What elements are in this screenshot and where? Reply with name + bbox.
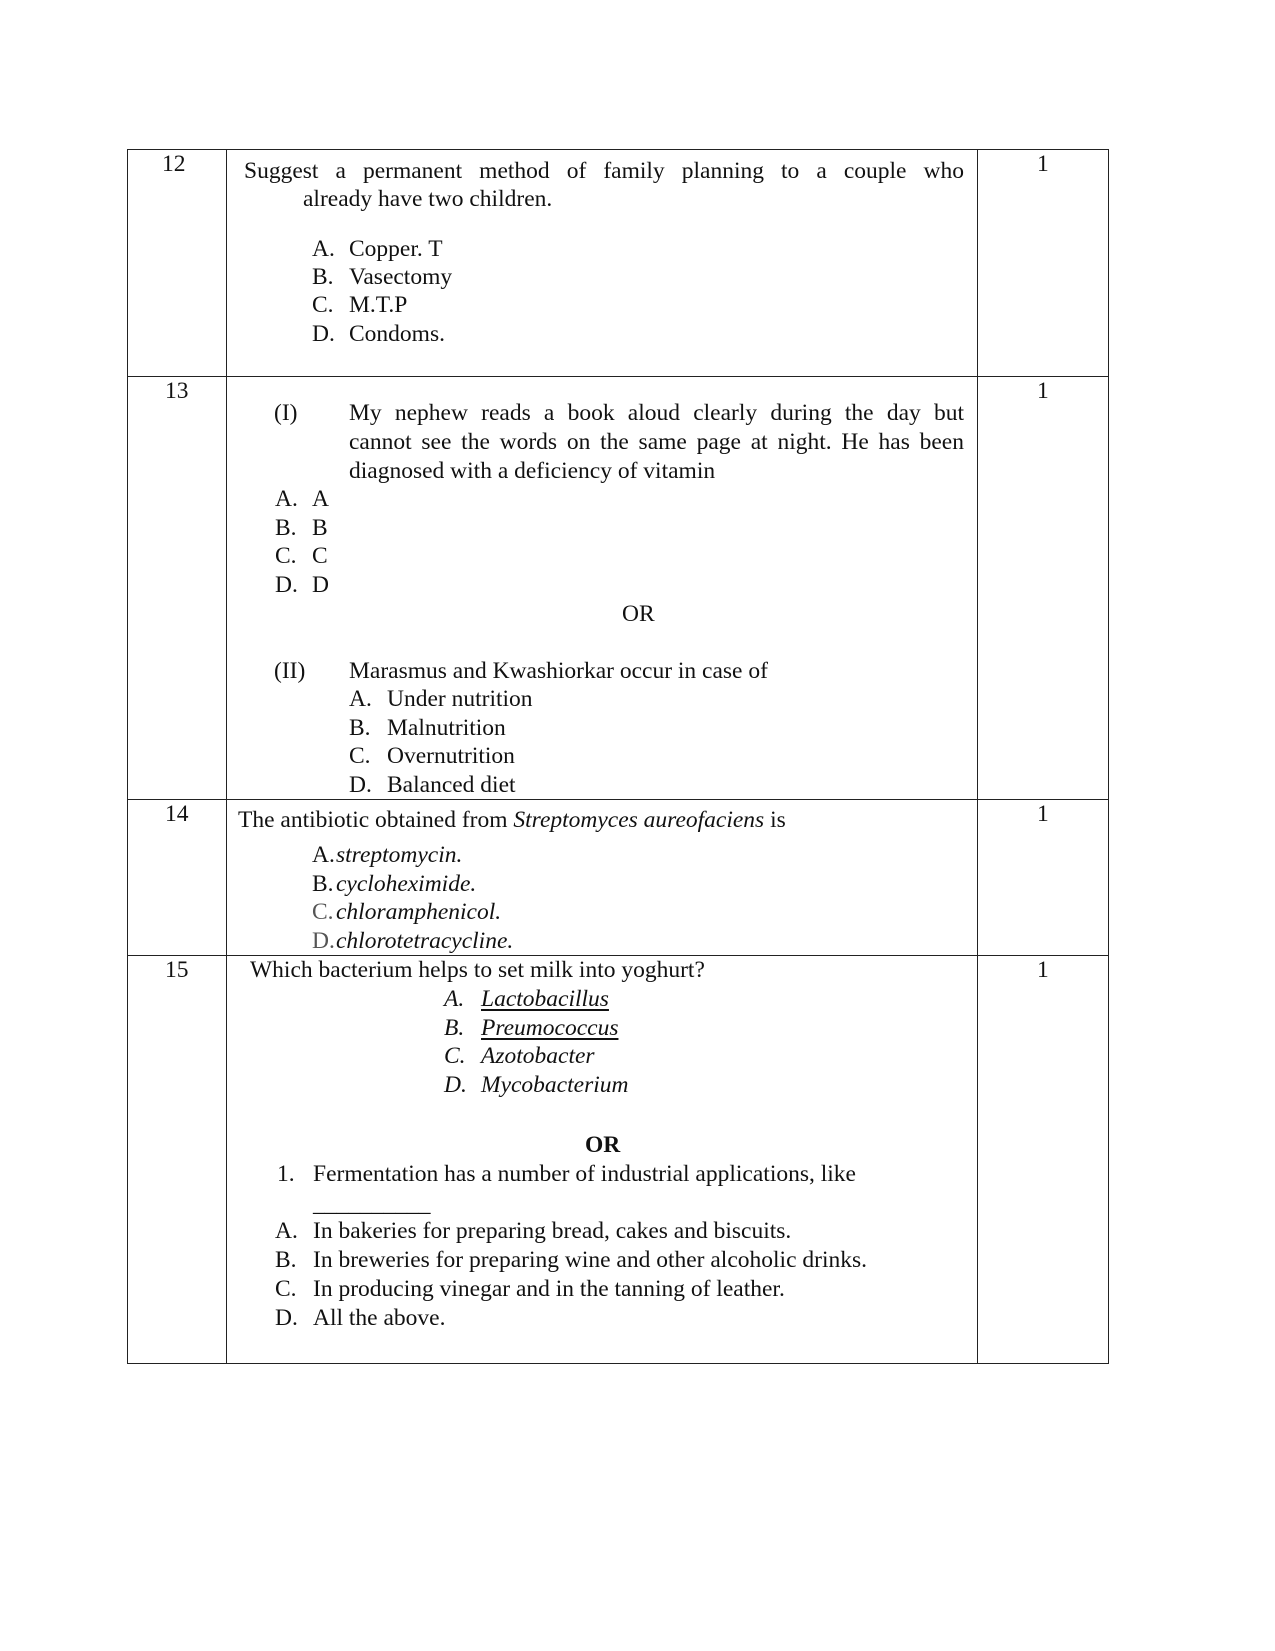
option-text: Lactobacillus	[481, 986, 609, 1012]
option-text: Overnutrition	[387, 743, 515, 769]
option-label: C.	[275, 1276, 297, 1302]
option-label: A.	[312, 236, 335, 262]
answer-blank: __________	[313, 1191, 431, 1217]
row-divider	[127, 376, 1109, 377]
option-text: Under nutrition	[387, 686, 533, 712]
question-text: already have two children.	[303, 186, 553, 212]
option-label: C.	[349, 743, 371, 769]
option-text: In bakeries for preparing bread, cakes and biscuits.	[313, 1218, 792, 1244]
option-text: In breweries for preparing wine and other alcoholic drinks.	[313, 1247, 868, 1273]
table-border-top	[127, 149, 1109, 150]
part-roman-label: (II)	[274, 658, 306, 684]
option-label: D.	[275, 572, 298, 598]
row-divider	[127, 799, 1109, 800]
option-text: Condoms.	[349, 321, 445, 347]
option-text: Mycobacterium	[481, 1072, 629, 1098]
option-label: C.	[312, 899, 334, 925]
option-text: D	[312, 572, 329, 598]
question-text: cannot see the words on the same page at night. He has been	[349, 429, 964, 455]
or-separator: OR	[585, 1132, 621, 1158]
option-label: B.	[275, 515, 297, 541]
option-text: streptomycin.	[336, 842, 463, 868]
option-text: Balanced diet	[387, 772, 516, 798]
option-text: M.T.P	[349, 292, 408, 318]
question-text: Suggest a permanent method of family planning to a couple who	[244, 158, 964, 184]
question-text: Which bacterium helps to set milk into yoghurt?	[250, 957, 705, 983]
table-border-bottom	[127, 1363, 1109, 1364]
table-border-left	[127, 149, 128, 1364]
or-separator: OR	[622, 601, 655, 627]
option-text: Azotobacter	[481, 1043, 595, 1069]
option-label: A.	[349, 686, 372, 712]
table-border-right	[1108, 149, 1109, 1364]
option-text: A	[312, 486, 329, 512]
option-text: Vasectomy	[349, 264, 453, 290]
alt-question-number: 1.	[277, 1161, 295, 1187]
option-label: D.	[444, 1072, 467, 1098]
question-number: 12	[162, 151, 186, 177]
option-label: D.	[312, 321, 335, 347]
question-text: Marasmus and Kwashiorkar occur in case of	[349, 658, 768, 684]
question-text-plain: The antibiotic obtained from	[238, 807, 514, 833]
option-text: cycloheximide.	[336, 871, 477, 897]
option-text: In producing vinegar and in the tanning of leather.	[313, 1276, 785, 1302]
question-marks: 1	[1037, 378, 1049, 404]
question-number: 13	[165, 378, 189, 404]
option-text: chlorotetracycline.	[336, 928, 514, 954]
question-text: diagnosed with a deficiency of vitamin	[349, 458, 716, 484]
option-text: Malnutrition	[387, 715, 506, 741]
question-text-plain: is	[764, 807, 786, 833]
question-marks: 1	[1037, 151, 1049, 177]
option-text: chloramphenicol.	[336, 899, 502, 925]
option-label: B.	[312, 871, 334, 897]
option-label: B.	[444, 1015, 465, 1041]
question-marks: 1	[1037, 957, 1049, 983]
option-text: Preumococcus	[481, 1015, 619, 1041]
option-text: All the above.	[313, 1305, 446, 1331]
question-number: 14	[165, 801, 189, 827]
option-label: C.	[275, 543, 297, 569]
option-text: C	[312, 543, 328, 569]
option-label: B.	[349, 715, 371, 741]
option-label: A.	[312, 842, 335, 868]
part-roman-label: (I)	[274, 400, 298, 426]
question-text: Fermentation has a number of industrial applications, like	[313, 1161, 856, 1187]
question-text: My nephew reads a book aloud clearly during the day but	[349, 400, 964, 426]
option-label: C.	[444, 1043, 466, 1069]
option-text: Copper. T	[349, 236, 443, 262]
option-text: B	[312, 515, 328, 541]
option-label: A.	[275, 1218, 298, 1244]
option-label: B.	[275, 1247, 297, 1273]
option-label: B.	[312, 264, 334, 290]
option-label: A.	[444, 986, 465, 1012]
column-divider	[977, 149, 978, 1364]
option-label: A.	[275, 486, 298, 512]
question-text	[238, 806, 786, 834]
column-divider	[226, 149, 227, 1364]
option-label: C.	[312, 292, 334, 318]
option-label: D.	[349, 772, 372, 798]
question-marks: 1	[1037, 801, 1049, 827]
question-number: 15	[165, 957, 189, 983]
option-label: D.	[275, 1305, 298, 1331]
option-label: D.	[312, 928, 335, 954]
species-name: Streptomyces aureofaciens	[513, 807, 765, 833]
